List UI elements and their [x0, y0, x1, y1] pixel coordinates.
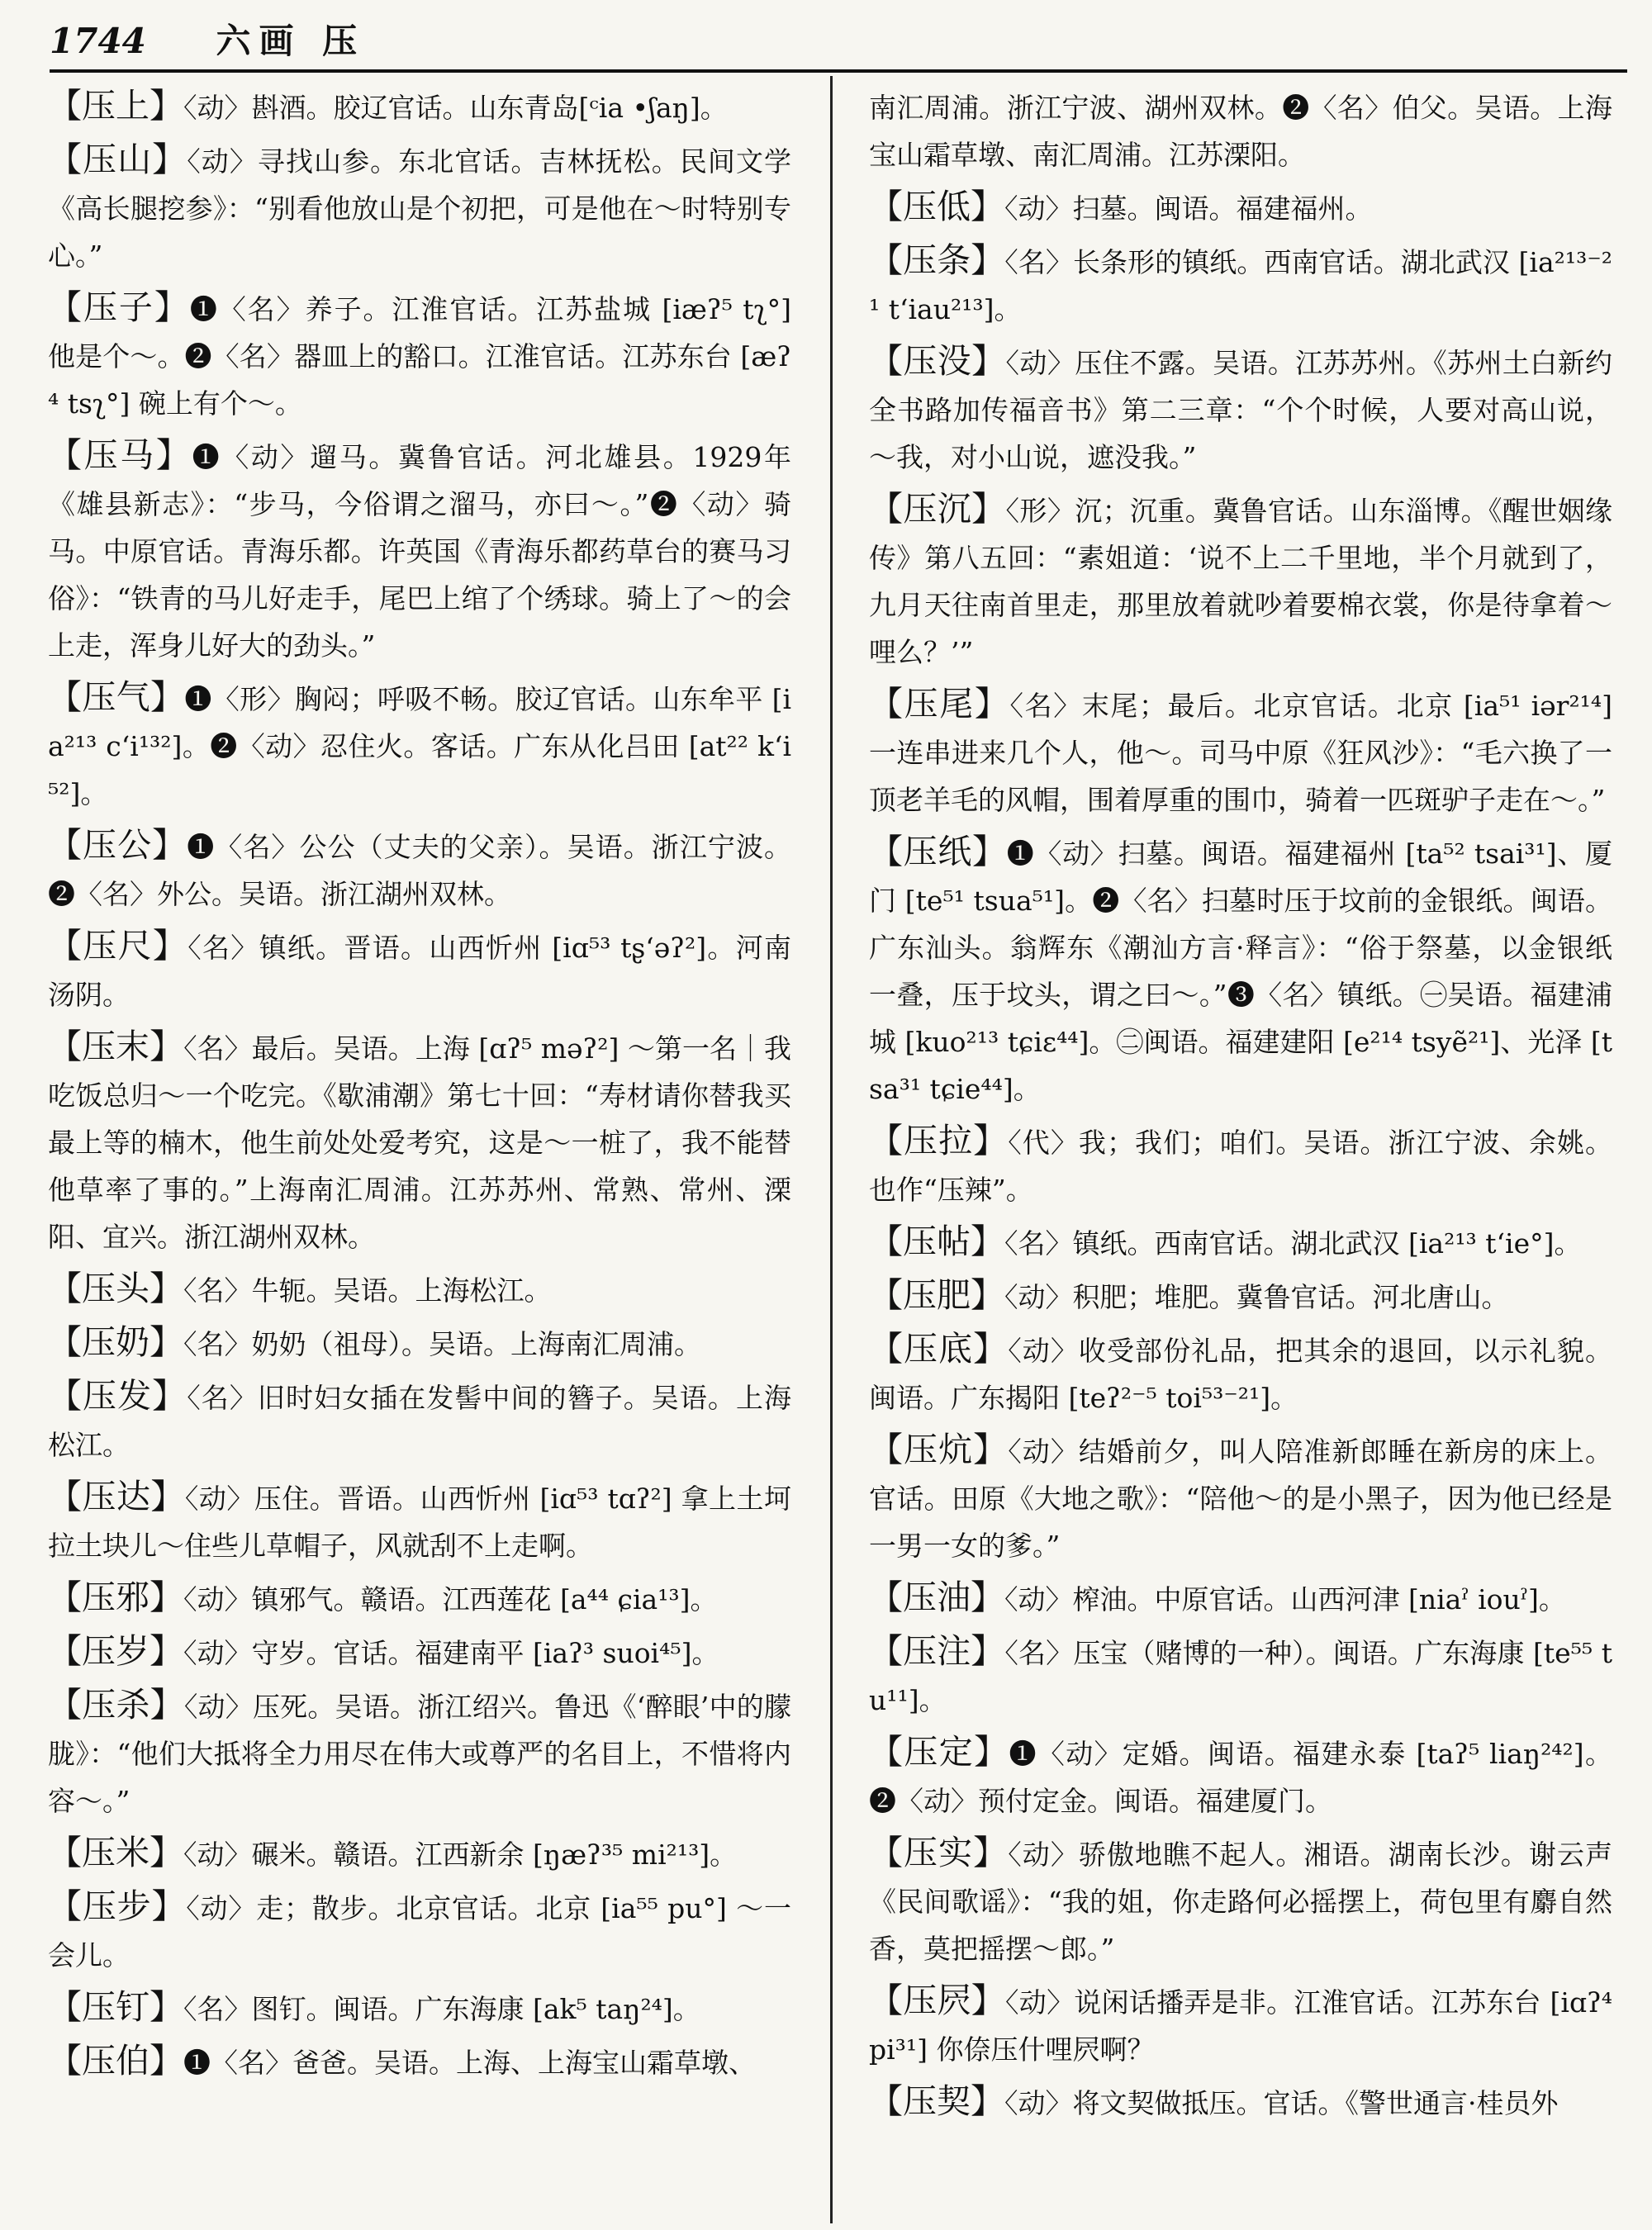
entry-headword: 【压步】 — [48, 1886, 187, 1926]
entry-headword: 【压底】 — [869, 1329, 1009, 1369]
entry-headword: 【压头】 — [48, 1269, 183, 1308]
entry-definition: 〈名〉末尾；最后。北京官话。北京 [ia⁵¹ iər²¹⁴] 一连串进来几个人，他～。司马中原《狂风沙》：“毛六换了一顶老羊毛的风帽，围着厚重的围巾，骑着一匹斑驴子走在～。” — [869, 690, 1613, 816]
entry-headword: 【压钉】 — [48, 1987, 183, 2027]
entry-headword: 【压发】 — [48, 1376, 188, 1416]
entry-definition: 南汇周浦。浙江宁波、湖州双林。❷〈名〉伯父。吴语。上海宝山霜草墩、南汇周浦。江苏溧阳。 — [869, 92, 1612, 171]
entry-headword: 【压末】 — [48, 1027, 184, 1066]
entry-definition: ❶〈名〉公公（丈夫的父亲）。吴语。浙江宁波。❷〈名〉外公。吴语。浙江湖州双林。 — [48, 831, 792, 910]
dictionary-entry — [869, 1326, 1612, 1421]
entry-definition: 〈名〉镇纸。晋语。山西忻州 [iɑ⁵³ tʂʻəʔ²]。河南汤阴。 — [48, 932, 791, 1011]
dictionary-entry — [48, 136, 791, 279]
dictionary-entry — [48, 1628, 791, 1677]
entry-definition: 〈动〉说闲话播弄是非。江淮官话。江苏东台 [iɑʔ⁴ pi³¹] 你倷压什哩屄啊？ — [869, 1986, 1612, 2066]
dictionary-entry — [869, 1426, 1612, 1569]
dictionary-entry — [48, 1682, 791, 1824]
entry-headword: 【压杀】 — [48, 1685, 184, 1725]
entry-definition: 〈动〉扫墓。闽语。福建福州。 — [1004, 192, 1373, 225]
entry-headword: 【压公】 — [48, 825, 188, 865]
page-number: 1744 — [50, 21, 146, 61]
dictionary-entry — [48, 1574, 791, 1623]
dictionary-entry — [869, 828, 1612, 1113]
page-header — [50, 18, 1619, 64]
entry-definition: 〈动〉寻找山参。东北官话。吉林抚松。民间文学《高长腿挖参》：“别看他放山是个初把，可是他在～时特别专心。” — [48, 145, 792, 272]
entry-definition: 〈名〉镇纸。西南官话。湖北武汉 [ia²¹³ tʻie°]。 — [1004, 1227, 1582, 1260]
entry-headword: 【压注】 — [869, 1631, 1005, 1671]
entry-headword: 【压上】 — [48, 86, 183, 126]
entry-headword: 【压尺】 — [48, 926, 188, 966]
entry-definition: 〈名〉牛轭。吴语。上海松江。 — [183, 1274, 552, 1307]
entry-headword: 【压达】 — [48, 1477, 185, 1516]
dictionary-entry — [48, 1023, 791, 1260]
entry-definition: ❶〈名〉养子。江淮官话。江苏盐城 [iæʔ⁵ tʅ°] 他是个～。❷〈名〉器皿上的豁口。江淮官话。江苏东台 [æʔ⁴ tsʅ°] 碗上有个～。 — [48, 293, 791, 420]
entry-definition: 〈名〉奶奶（祖母）。吴语。上海南汇周浦。 — [183, 1328, 701, 1360]
entry-headword: 【压帖】 — [869, 1222, 1004, 1261]
dictionary-entry — [48, 83, 791, 131]
entry-definition: 〈名〉旧时妇女插在发髻中间的簪子。吴语。上海松江。 — [48, 1382, 792, 1461]
entry-headword: 【压定】 — [869, 1732, 1009, 1772]
dictionary-entry — [48, 1883, 791, 1979]
dictionary-entry — [869, 1117, 1612, 1213]
dictionary-entry — [48, 1265, 791, 1314]
entry-headword: 【压条】 — [869, 240, 1005, 280]
dictionary-entry — [869, 1977, 1612, 2073]
entry-headword: 【压低】 — [869, 187, 1004, 226]
dictionary-entry — [869, 1729, 1612, 1824]
dictionary-entry — [48, 284, 791, 427]
dictionary-entry — [48, 923, 791, 1018]
entry-headword: 【压气】 — [48, 677, 185, 717]
header-rule — [50, 69, 1627, 73]
dictionary-entry — [48, 2038, 791, 2086]
dictionary-entry — [869, 237, 1612, 333]
left-column — [48, 83, 791, 2091]
entry-definition: ❶〈动〉扫墓。闽语。福建福州 [ta⁵² tsai³¹]、厦门 [te⁵¹ tsua⁵¹]。❷〈名〉扫墓时压于坟前的金银纸。闽语。广东汕头。翁辉东《潮汕方言·释言》：“俗于祭墓，以金银纸一叠，压于坟头，谓之曰～。”❸〈名〉镇纸。㊀吴语。福建浦城 [kuo²¹³ tɕiɛ⁴⁴]。㊁闽语。福建建阳 [e²¹⁴ tsyẽ²¹]、光泽 [tsa³¹ tɕie⁴⁴]。 — [869, 837, 1612, 1105]
dictionary-entry — [48, 1829, 791, 1878]
entry-headword: 【压沉】 — [869, 489, 1006, 529]
entry-definition: 〈名〉图钉。闽语。广东海康 [ak⁵ taŋ²⁴]。 — [183, 1993, 700, 2025]
entry-definition: ❶〈名〉爸爸。吴语。上海、上海宝山霜草墩、 — [183, 2047, 756, 2079]
entry-definition: 〈名〉最后。吴语。上海 [ɑʔ⁵ məʔ²] ～第一名｜我吃饭总归～一个吃完。《歇浦潮》第七十回：“寿材请你替我买最上等的楠木，他生前处处爱考究，这是～一桩了，我不能替他草率了事的。”上海南汇周浦。江苏苏州、常熟、常州、溧阳、宜兴。浙江湖州双林。 — [48, 1032, 792, 1253]
entry-definition: 〈形〉沉；沉重。冀鲁官话。山东淄博。《醒世姻缘传》第八五回：“素姐道：‘说不上二千里地，半个月就到了，九月天往南首里走，那里放着就吵着要棉衣裳，你是待拿着～哩么？’” — [869, 495, 1613, 668]
entry-definition: 〈动〉骄傲地瞧不起人。湘语。湖南长沙。谢云声《民间歌谣》：“我的姐，你走路何必摇摆上，荷包里有麝自然香，莫把摇摆～郎。” — [869, 1839, 1613, 1965]
entry-headword: 【压肥】 — [869, 1275, 1004, 1315]
dictionary-entry — [48, 1373, 791, 1468]
dictionary-entry — [869, 338, 1612, 481]
entry-definition: 〈动〉斟酒。胶辽官话。山东青岛[ᶜia •ʃaŋ]。 — [183, 92, 728, 124]
right-column — [869, 83, 1612, 2132]
entry-definition: 〈动〉压死。吴语。浙江绍兴。鲁迅《‘醉眼’中的朦胧》：“他们大抵将全力用尽在伟大或尊严的名目上，不惜将内容～。” — [48, 1691, 792, 1817]
entry-definition: 〈代〉我；我们；咱们。吴语。浙江宁波、余姚。也作“压辣”。 — [869, 1127, 1613, 1206]
entry-headword: 【压屄】 — [869, 1981, 1006, 2020]
page-title: 六画 压 — [216, 21, 366, 61]
entry-definition: 〈名〉压宝（赌博的一种）。闽语。广东海康 [te⁵⁵ tu¹¹]。 — [869, 1637, 1612, 1716]
entry-headword: 【压没】 — [869, 341, 1006, 381]
entry-headword: 【压油】 — [869, 1578, 1004, 1617]
dictionary-entry — [869, 1628, 1612, 1724]
entry-headword: 【压子】 — [48, 287, 190, 327]
entry-definition: 〈动〉压住。晋语。山西忻州 [iɑ⁵³ tɑʔ²] 拿上土坷拉土块儿～住些儿草帽子，风就刮不上走啊。 — [48, 1483, 791, 1562]
entry-definition: 〈动〉镇邪气。赣语。江西莲花 [a⁴⁴ ɕia¹³]。 — [183, 1583, 718, 1616]
entry-headword: 【压邪】 — [48, 1578, 183, 1617]
entry-headword: 【压山】 — [48, 140, 188, 179]
entry-definition: 〈动〉碾米。赣语。江西新余 [ŋæʔ³⁵ mi²¹³]。 — [183, 1839, 738, 1871]
entry-definition: ❶〈动〉遛马。冀鲁官话。河北雄县。1929年《雄县新志》：“步马，今俗谓之溜马，亦曰～。”❷〈动〉骑马。中原官话。青海乐都。许英国《青海乐都药草台的赛马习俗》：“铁青的马儿好走手，尾巴上绾了个绣球。骑上了～的会上走，浑身儿好大的劲头。” — [48, 441, 792, 662]
entry-definition: 〈动〉压住不露。吴语。江苏苏州。《苏州土白新约全书路加传福音书》第二三章：“个个时候，人要对高山说，～我，对小山说，遮没我。” — [869, 347, 1613, 473]
dictionary-entry — [48, 1473, 791, 1569]
dictionary-entry — [869, 486, 1612, 676]
entry-definition: ❶〈动〉定婚。闽语。福建永泰 [taʔ⁵ liaŋ²⁴²]。❷〈动〉预付定金。闽语。福建厦门。 — [869, 1738, 1613, 1817]
entry-definition: 〈动〉收受部份礼品，把其余的退回，以示礼貌。闽语。广东揭阳 [teʔ²⁻⁵ toi⁵³⁻²¹]。 — [869, 1335, 1613, 1414]
entry-headword: 【压马】 — [48, 435, 192, 475]
entry-definition: 〈动〉结婚前夕，叫人陪准新郎睡在新房的床上。官话。田原《大地之歌》：“陪他～的是小黑子，因为他已经是一男一女的爹。” — [869, 1435, 1613, 1562]
dictionary-entry — [48, 432, 791, 669]
dictionary-entry — [869, 1829, 1612, 1972]
entry-definition: ❶〈形〉胸闷；呼吸不畅。胶辽官话。山东牟平 [ia²¹³ cʻi¹³²]。❷〈动〉忍住火。客话。广东从化吕田 [at²² kʻi⁵²]。 — [48, 683, 792, 809]
entry-definition: 〈动〉将文契做抵压。官话。《警世通言·桂员外 — [1004, 2087, 1559, 2119]
dictionary-entry — [869, 83, 1612, 178]
entry-headword: 【压米】 — [48, 1833, 183, 1872]
entry-headword: 【压炕】 — [869, 1430, 1009, 1469]
dictionary-entry — [48, 1319, 791, 1368]
entry-headword: 【压尾】 — [869, 684, 1010, 724]
dictionary-entry — [869, 681, 1612, 823]
dictionary-entry — [869, 1574, 1612, 1623]
entry-definition: 〈名〉长条形的镇纸。西南官话。湖北武汉 [ia²¹³⁻²¹ tʻiau²¹³]。 — [869, 246, 1612, 325]
entry-definition: 〈动〉榨油。中原官话。山西河津 [niaˀ iouˀ]。 — [1004, 1583, 1566, 1616]
entry-definition: 〈动〉走；散步。北京官话。北京 [ia⁵⁵ pu°] ～一会儿。 — [48, 1892, 791, 1971]
dictionary-entry — [869, 1272, 1612, 1321]
dictionary-entry — [48, 674, 791, 817]
entry-headword: 【压岁】 — [48, 1631, 183, 1671]
entry-definition: 〈动〉积肥；堆肥。冀鲁官话。河北唐山。 — [1004, 1281, 1509, 1313]
entry-headword: 【压拉】 — [869, 1121, 1009, 1160]
entry-headword: 【压契】 — [869, 2081, 1004, 2121]
dictionary-entry — [869, 183, 1612, 232]
entry-headword: 【压伯】 — [48, 2041, 183, 2081]
dictionary-entry — [48, 822, 791, 918]
column-divider — [830, 76, 833, 2223]
entry-definition: 〈动〉守岁。官话。福建南平 [iaʔ³ suoi⁴⁵]。 — [183, 1637, 719, 1669]
dictionary-entry — [869, 2078, 1612, 2127]
entry-headword: 【压纸】 — [869, 832, 1007, 871]
dictionary-entry — [869, 1218, 1612, 1267]
entry-headword: 【压实】 — [869, 1833, 1009, 1872]
dictionary-entry — [48, 1984, 791, 2033]
entry-headword: 【压奶】 — [48, 1322, 183, 1362]
